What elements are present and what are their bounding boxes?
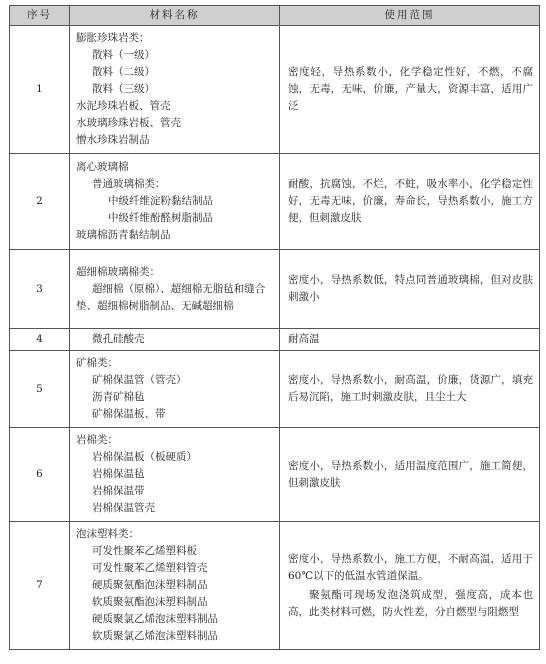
row-number: 5 xyxy=(10,351,70,428)
material-item: 水玻璃珍珠岩板、管壳 xyxy=(76,117,181,129)
material-item: 微孔硅酸壳 xyxy=(92,333,145,345)
material-names xyxy=(70,154,280,250)
usage-text: 耐高温 xyxy=(280,329,540,351)
materials-table xyxy=(9,5,540,650)
table-row xyxy=(10,26,540,154)
material-item: 可发性聚苯乙烯塑料板 xyxy=(92,545,197,557)
material-names xyxy=(70,250,280,329)
table-row xyxy=(10,522,540,650)
material-item: 可发性聚苯乙烯塑料管壳 xyxy=(92,562,208,574)
material-item: 超细棉（原棉）、超细棉无脂毡和缝合垫、超细棉树脂制品、无碱超细棉 xyxy=(76,282,266,312)
material-item: 硬质聚氯乙烯泡沫塑料制品 xyxy=(92,613,218,625)
row-number: 3 xyxy=(10,250,70,329)
material-item: 散料（一级） xyxy=(92,49,155,61)
row-number: 4 xyxy=(10,329,70,351)
material-item: 憎水珍珠岩制品 xyxy=(76,134,150,146)
material-item: 玻璃棉沥青黏结制品 xyxy=(76,229,171,241)
material-names xyxy=(70,329,280,351)
material-item: 矿棉保温管（管壳） xyxy=(92,374,187,386)
table-row xyxy=(10,351,540,428)
material-item: 岩棉保温毡 xyxy=(92,468,145,480)
row-number: 2 xyxy=(10,154,70,250)
header-material-name: 材料名称 xyxy=(70,6,280,26)
usage-text: 密度小，导热系数小，适用温度范围广，施工简便，但刺激皮肤 xyxy=(280,428,540,522)
material-item: 离心玻璃棉 xyxy=(76,161,129,173)
header-usage-scope: 使用范围 xyxy=(280,6,540,26)
usage-text: 耐酸，抗腐蚀，不烂，不蛀，吸水率小，化学稳定性好，无毒无味，价廉，寿命长，导热系数小，施工方便，但刺激皮肤 xyxy=(280,154,540,250)
material-category: 超细棉玻璃棉类： xyxy=(76,265,160,278)
material-category: 矿棉类： xyxy=(76,357,118,369)
usage-text: 密度轻，导热系数小，化学稳定性好，不燃，不腐蚀，无毒，无味，价廉，产量大，资源丰富，适用广泛 xyxy=(280,26,540,154)
material-names xyxy=(70,351,280,428)
material-item: 岩棉保温板（板硬质） xyxy=(92,451,197,463)
usage-text: 密度小，导热系数小，耐高温，价廉，货源广，填充后易沉陷，施工时刺激皮肤，且尘土大 xyxy=(280,351,540,428)
table-row xyxy=(10,154,540,250)
material-item: 散料（三级） xyxy=(92,83,155,95)
material-item: 沥青矿棉毡 xyxy=(92,391,145,403)
usage-text: 密度小，导热系数低，特点同普通玻璃棉，但对皮肤刺激小 xyxy=(280,250,540,329)
material-item: 矿棉保温板、带 xyxy=(92,408,166,420)
material-category: 泡沫塑料类： xyxy=(76,528,139,540)
material-item: 软质聚氯乙烯泡沫塑料制品 xyxy=(92,630,218,642)
material-item: 岩棉保温带 xyxy=(92,485,145,497)
material-names xyxy=(70,26,280,154)
material-category: 普通玻璃棉类： xyxy=(92,178,166,190)
usage-text: 密度小，导热系数小，施工方便，不耐高温，适用于60℃以下的低温水管道保温。 xyxy=(288,552,533,582)
table-header-row xyxy=(10,6,540,26)
usage-cell xyxy=(280,522,540,650)
material-item: 散料（二级） xyxy=(92,66,155,78)
material-item: 中级纤维酚醛树脂制品 xyxy=(108,212,213,224)
usage-text-2: 聚氨酯可现场发泡浇筑成型，强度高，成本也高，此类材料可燃，防火性差，分自燃型与阻燃型 xyxy=(288,588,533,618)
material-names xyxy=(70,522,280,650)
table-row xyxy=(10,329,540,351)
material-category: 岩棉类： xyxy=(76,434,118,446)
row-number: 1 xyxy=(10,26,70,154)
material-item: 中级纤维淀粉黏结制品 xyxy=(108,195,213,207)
material-names xyxy=(70,428,280,522)
material-item: 水泥珍珠岩板、管壳 xyxy=(76,100,171,112)
material-item: 硬质聚氨酯泡沫塑料制品 xyxy=(92,579,208,591)
material-item: 软质聚氨酯泡沫塑料制品 xyxy=(92,596,208,608)
material-category: 膨胀珍珠岩类： xyxy=(76,32,150,44)
header-no: 序号 xyxy=(10,6,70,26)
row-number: 6 xyxy=(10,428,70,522)
table-row xyxy=(10,428,540,522)
row-number: 7 xyxy=(10,522,70,650)
table-row xyxy=(10,250,540,329)
material-item: 岩棉保温管壳 xyxy=(92,502,155,514)
